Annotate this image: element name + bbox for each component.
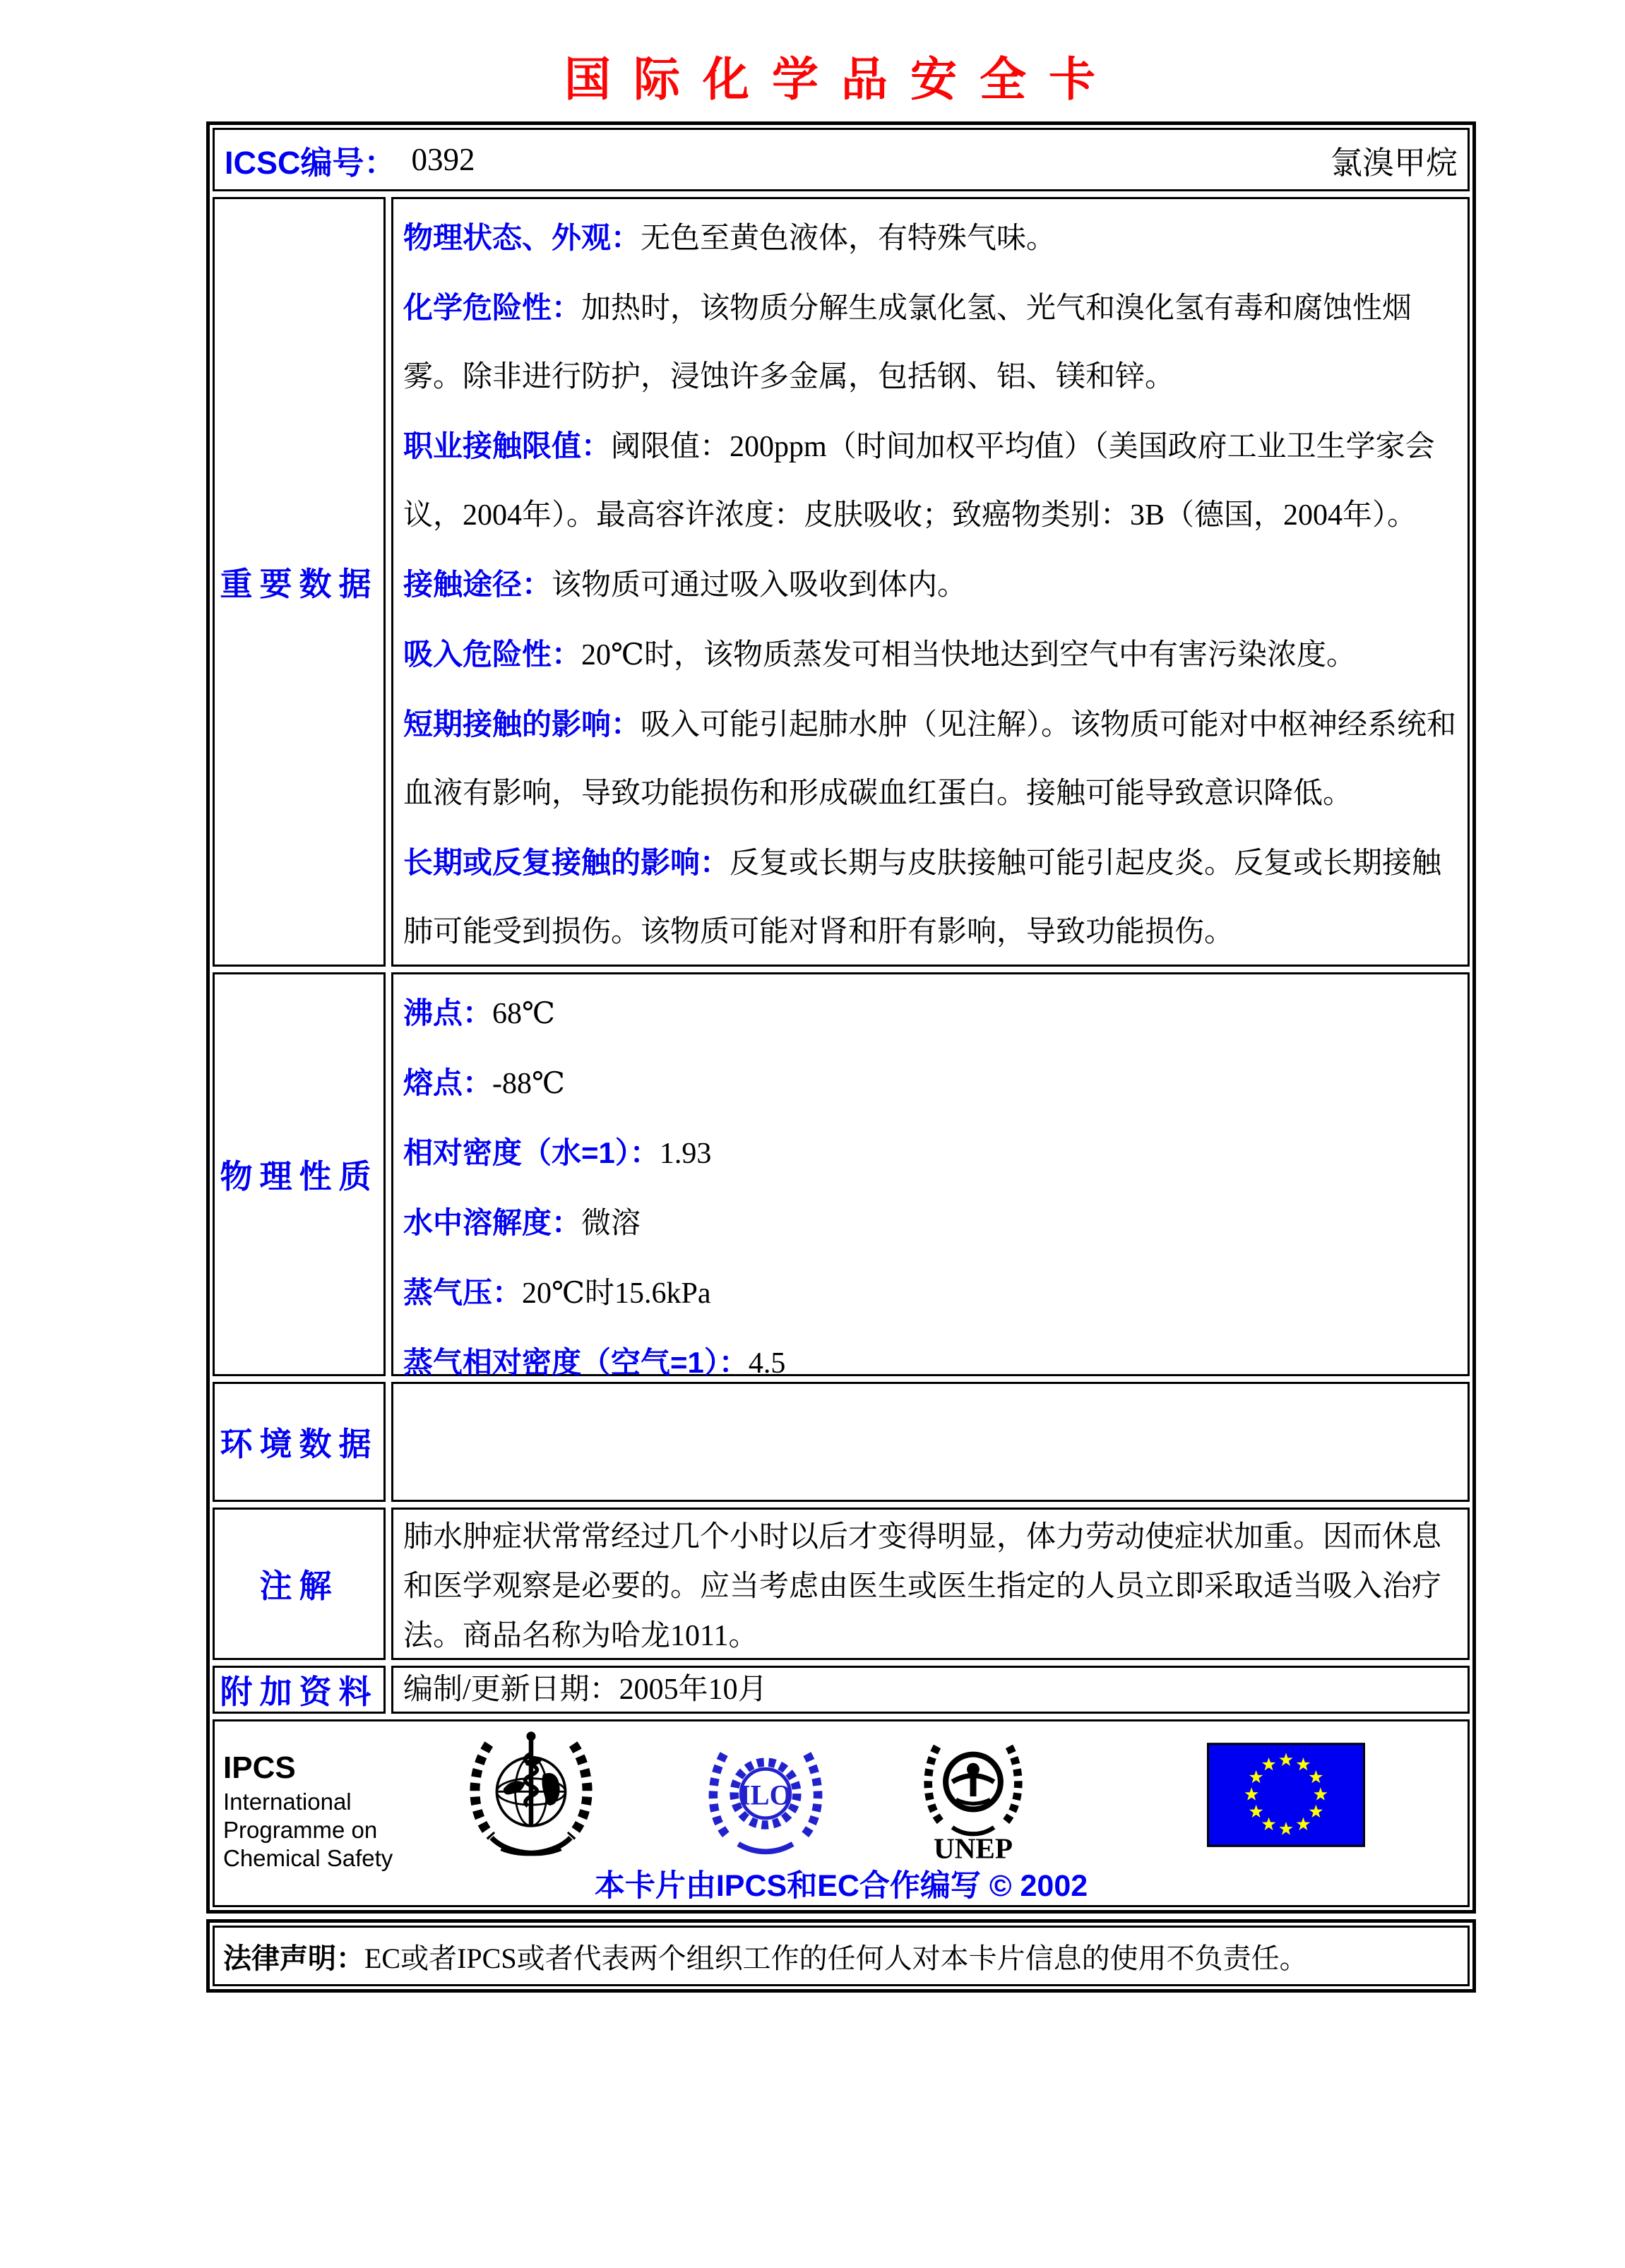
paragraph: [403, 1512, 1458, 1661]
section-row-additional-info: [213, 1666, 1470, 1714]
paragraph: [403, 1049, 1458, 1118]
paragraph-label: 相对密度（水=1）：: [403, 1136, 660, 1169]
paragraph-text: 阈限值：200ppm（时间加权平均值）（美国政府工业卫生学家会议，2004年）。最高容许浓度：皮肤吸收；致癌物类别：3B（德国，2004年）。: [403, 431, 1435, 532]
header-cell: [213, 128, 1470, 191]
paragraph-text: 20℃时15.6kPa: [522, 1277, 711, 1310]
unep-logo-text: UNEP: [934, 1832, 1013, 1865]
logos-row: [213, 1719, 1470, 1907]
legal-notice-text: EC或者IPCS或者代表两个组织工作的任何人对本卡片信息的使用不负责任。: [364, 1942, 1308, 1974]
section-label-environmental-data: 环境数据: [213, 1382, 386, 1502]
paragraph-label: 蒸气压：: [403, 1276, 523, 1309]
paragraph-label: 水中溶解度：: [403, 1206, 582, 1239]
paragraph-label: 接触途径：: [403, 568, 552, 601]
section-row-notes: [213, 1508, 1470, 1660]
paragraph-text: 1.93: [659, 1138, 712, 1170]
paragraph: [403, 412, 1458, 550]
icsc-number-label: ICSC编号：: [225, 144, 396, 181]
paragraph-text: 肺水肿症状常常经过几个小时以后才变得明显，体力劳动使症状加重。因而休息和医学观察是必要的。应当考虑由医生或医生指定的人员立即采取适当吸入治疗法。商品名称为哈龙1011。: [403, 1521, 1442, 1652]
legal-notice-cell: [213, 1926, 1470, 1986]
ipcs-acronym: IPCS: [223, 1750, 296, 1785]
section-content-notes: [391, 1508, 1470, 1660]
ipcs-line-2: Programme on: [223, 1817, 378, 1843]
section-row-physical-properties: [213, 972, 1470, 1380]
icsc-number-value: 0392: [411, 142, 475, 177]
paragraph-label: 物理状态、外观：: [403, 221, 641, 254]
paragraph-text: 加热时，该物质分解生成氯化氢、光气和溴化氢有毒和腐蚀性烟雾。除非进行防护，浸蚀许多金属，包括钢、铝、镁和锌。: [403, 292, 1412, 393]
section-label-additional-info: 附加资料: [213, 1666, 386, 1714]
paragraph-text: 无色至黄色液体，有特殊气味。: [641, 222, 1056, 255]
paragraph-text: 编制/更新日期：2005年10月: [403, 1673, 768, 1706]
section-content-physical-properties: [391, 972, 1470, 1380]
paragraph-text: 吸入可能引起肺水肿（见注解）。该物质可能对中枢神经系统和血液有影响，导致功能损伤和形成碳血红蛋白。接触可能导致意识降低。: [403, 709, 1457, 810]
paragraph: [403, 1258, 1458, 1328]
paragraph-text: 4.5: [748, 1347, 786, 1380]
paragraph: [403, 690, 1458, 828]
eu-flag-icon: [1207, 1743, 1365, 1847]
ilo-icon: [708, 1733, 823, 1857]
ipcs-line-1: International: [223, 1789, 352, 1815]
ipcs-text-block: [223, 1748, 428, 1873]
ilo-logo-text: ILO: [739, 1779, 792, 1811]
paragraph: [403, 273, 1458, 412]
paragraph-label: 化学危险性：: [403, 291, 582, 324]
unep-icon: [919, 1729, 1027, 1866]
section-label-notes: 注解: [213, 1508, 386, 1660]
section-label-physical-properties: 物理性质: [213, 972, 386, 1376]
paragraph-text: 微溶: [581, 1207, 641, 1240]
paragraph: [403, 979, 1458, 1049]
paragraph: [403, 620, 1458, 690]
paragraph-text: 该物质可通过吸入吸收到体内。: [552, 569, 968, 602]
paragraph: [403, 203, 1458, 273]
chemical-name: 氯溴甲烷: [1330, 145, 1458, 181]
paragraph-label: 蒸气相对密度（空气=1）：: [403, 1346, 749, 1379]
section-row-important-data: [213, 197, 1470, 967]
section-content-environmental-data: [391, 1382, 1470, 1502]
paragraph-label: 职业接触限值：: [403, 429, 612, 462]
paragraph-text: 68℃: [492, 998, 555, 1030]
icsc-card-table: [206, 121, 1476, 1914]
paragraph-label: 吸入危险性：: [403, 638, 582, 671]
section-row-environmental-data: [213, 1382, 1470, 1502]
paragraph: [403, 1670, 768, 1709]
paragraph-label: 短期接触的影响：: [403, 708, 641, 741]
paragraph-label: 熔点：: [403, 1066, 493, 1099]
section-label-important-data: 重要数据: [213, 197, 386, 967]
who-icon: [463, 1726, 599, 1864]
paragraph: [403, 828, 1458, 967]
paragraph: [403, 550, 1458, 620]
section-content-additional-info: [391, 1666, 1470, 1714]
header-row: [213, 128, 1470, 191]
paragraph-label: 长期或反复接触的影响：: [403, 846, 730, 879]
paragraph-text: 反复或长期与皮肤接触可能引起皮炎。反复或长期接触肺可能受到损伤。该物质可能对肾和肝有影响，导致功能损伤。: [403, 847, 1442, 948]
paragraph-label: 沸点：: [403, 996, 493, 1029]
cooperation-caption: 本卡片由IPCS和EC合作编写 © 2002: [594, 1869, 1088, 1903]
legal-notice-box: [206, 1919, 1476, 1993]
page-title: 国际化学品安全卡: [564, 53, 1118, 105]
section-content-important-data: [391, 197, 1470, 967]
paragraph-text: -88℃: [492, 1068, 565, 1100]
legal-notice-label: 法律声明：: [223, 1942, 364, 1974]
paragraph: [403, 1188, 1458, 1258]
ipcs-line-3: Chemical Safety: [223, 1845, 393, 1871]
paragraph-text: 20℃时，该物质蒸发可相当快地达到空气中有害污染浓度。: [581, 639, 1357, 672]
paragraph: [403, 1118, 1458, 1188]
logos-cell: [213, 1719, 1470, 1907]
